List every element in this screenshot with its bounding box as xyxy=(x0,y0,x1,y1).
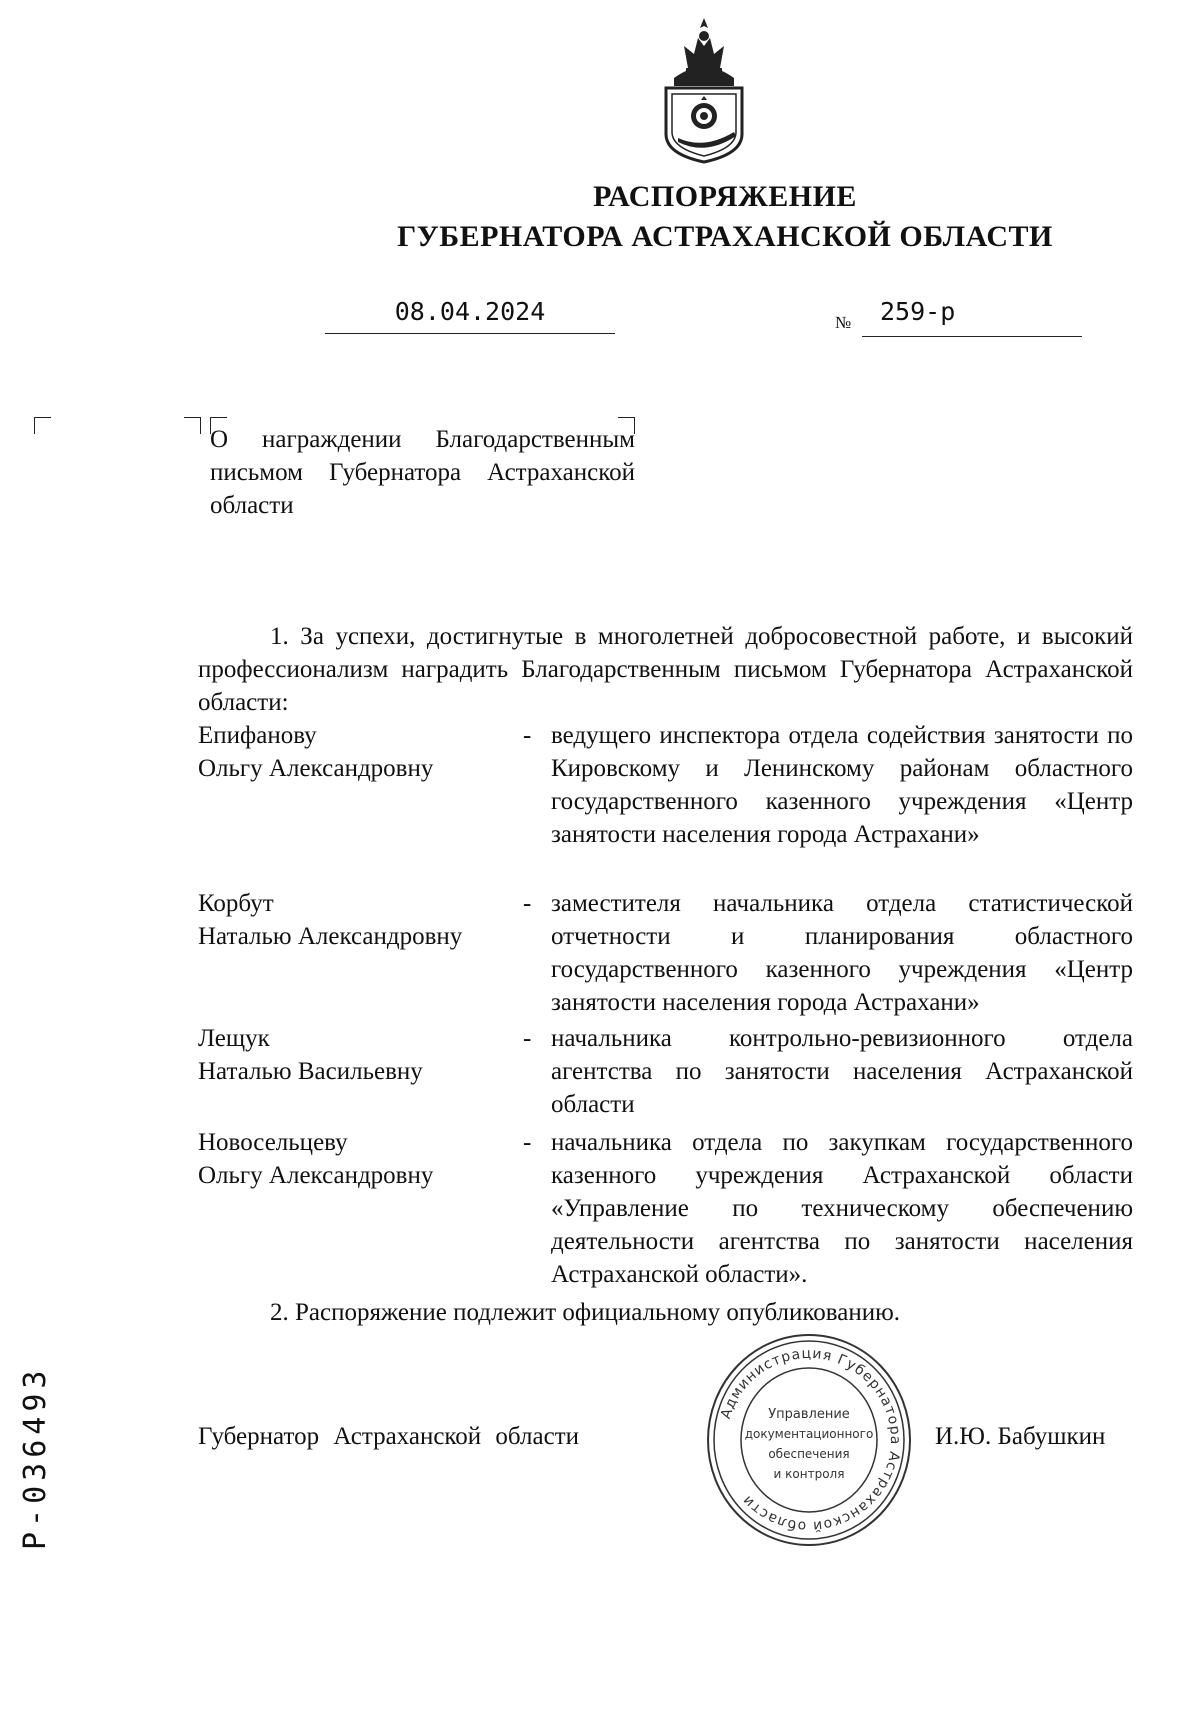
coat-of-arms-emblem xyxy=(648,16,760,164)
subject-corner-mark xyxy=(184,417,201,434)
awardee-name xyxy=(198,719,518,785)
paragraph-2: 2. Распоряжение подлежит официальному опубликованию. xyxy=(270,1299,901,1326)
awardee-given-name: Ольгу Александровну xyxy=(198,1162,434,1189)
seal-center-line: документационного xyxy=(744,1427,874,1441)
seal-center-line: Управление xyxy=(768,1407,850,1422)
date-underline xyxy=(325,333,615,334)
seal-center-line: обеспечения xyxy=(768,1447,850,1461)
awardee-given-name: Наталью Васильевну xyxy=(198,1058,423,1085)
signatory-position: Губернатор Астраханской области xyxy=(198,1423,580,1450)
document-title: РАСПОРЯЖЕНИЕ xyxy=(593,180,857,213)
seal-ring-text: Администрация Губернатора Астраханской области xyxy=(717,1345,904,1535)
awardee-position: начальника отдела по закупкам государственного казенного учреждения Астраханской области «Управление по техническому обеспечению деятельности агентства по занятости населения Астраханской области». xyxy=(551,1129,1133,1288)
awardee-position: заместителя начальника отдела статистической отчетности и планирования областного государственного казенного учреждения «Центр занятости населения города Астрахани» xyxy=(551,890,1133,1016)
margin-corner-mark xyxy=(34,417,51,434)
awardee-name xyxy=(198,1126,518,1192)
awardee-position: ведущего инспектора отдела содействия занятости по Кировскому и Ленинскому районам областного государственного казенного учреждения «Центр занятости населения города Астрахани» xyxy=(551,722,1133,848)
registration-number: Р-036493 xyxy=(18,1365,53,1550)
document-date: 08.04.2024 xyxy=(394,297,546,326)
signatory-name: И.Ю. Бабушкин xyxy=(935,1423,1106,1450)
document-subject: О награждении Благодарственным письмом Губернатора Астраханской области xyxy=(210,426,635,519)
list-dash: - xyxy=(523,1129,532,1156)
list-dash: - xyxy=(523,890,532,917)
awardee-given-name: Наталью Александровну xyxy=(198,923,463,950)
list-dash: - xyxy=(523,722,532,749)
awardee-surname: Епифанову xyxy=(198,722,317,749)
awardee-name xyxy=(198,1022,518,1088)
awardee-surname: Лещук xyxy=(198,1025,270,1052)
number-sign: № xyxy=(835,313,852,332)
number-underline xyxy=(862,336,1082,337)
awardee-surname: Новосельцеву xyxy=(198,1129,348,1156)
seal-center-line: и контроля xyxy=(773,1467,845,1481)
document-number: 259-р xyxy=(880,297,956,326)
document-issuer: ГУБЕРНАТОРА АСТРАХАНСКОЙ ОБЛАСТИ xyxy=(397,220,1053,253)
list-dash: - xyxy=(523,1025,532,1052)
awardee-surname: Корбут xyxy=(198,890,274,917)
awardee-given-name: Ольгу Александровну xyxy=(198,755,434,782)
awardee-name xyxy=(198,887,518,953)
paragraph-1 xyxy=(198,620,1133,719)
awardee-position: начальника контрольно-ревизионного отдела агентства по занятости населения Астраханской области xyxy=(551,1025,1133,1118)
official-seal-stamp xyxy=(705,1332,913,1548)
paragraph-1-text: 1. За успехи, достигнутые в многолетней добросовестной работе, и высокий профессионализм наградить Благодарственным письмом Губернатора Астраханской области: xyxy=(198,623,1133,716)
